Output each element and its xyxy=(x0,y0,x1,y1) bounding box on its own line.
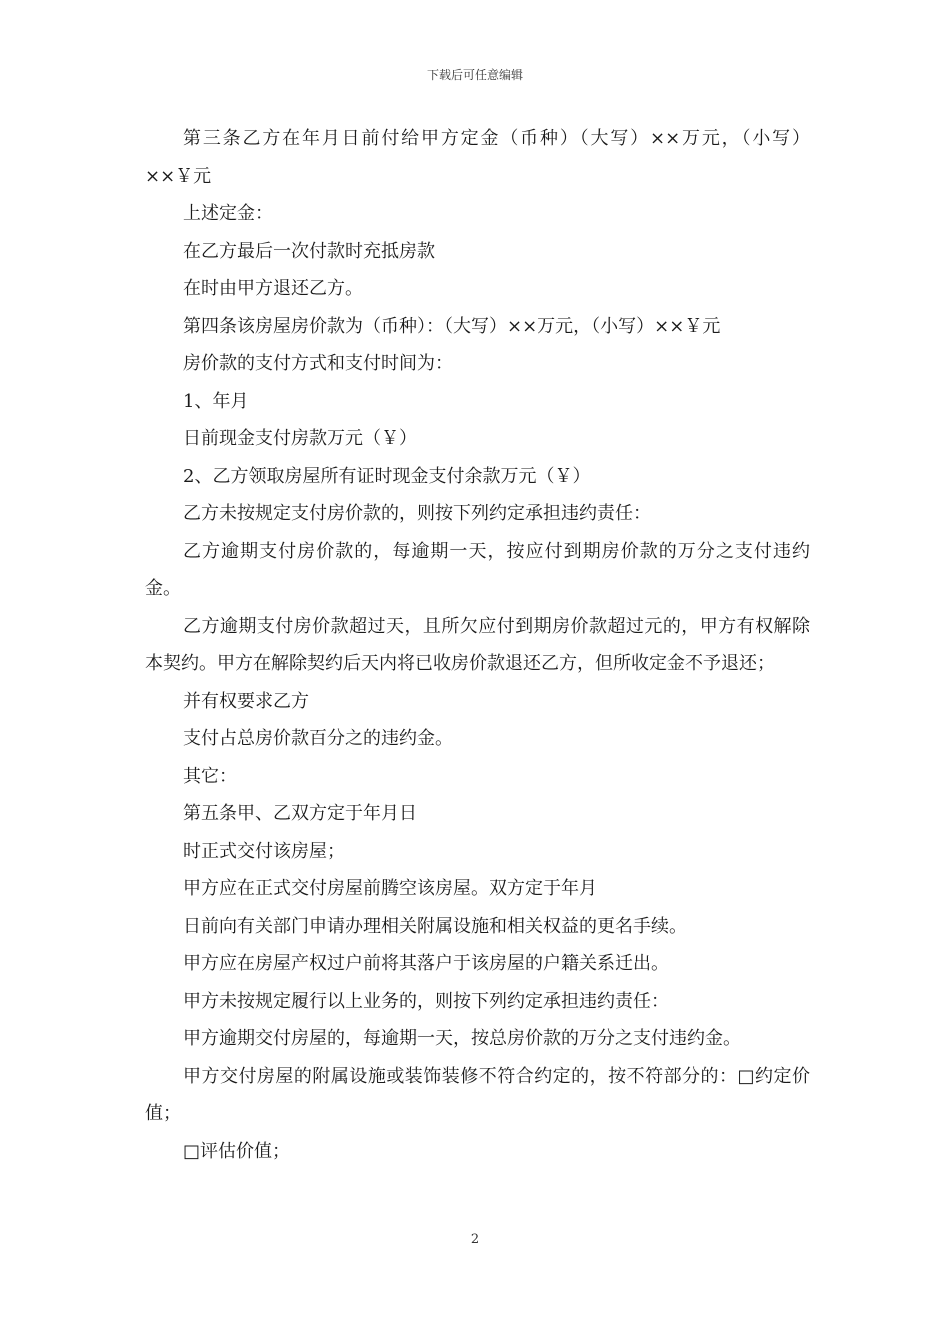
paragraph-deposit-clause: 第三条乙方在年月日前付给甲方定金（币种）（大写）××万元，（小写）××￥元 xyxy=(145,128,810,187)
page-number: 2 xyxy=(470,1232,480,1247)
paragraph: 乙方逾期支付房价款的，每逾期一天，按应付到期房价款的万分之支付违约金。 xyxy=(145,540,810,599)
paragraph: 甲方逾期交付房屋的，每逾期一天，按总房价款的万分之支付违约金。 xyxy=(183,1028,741,1049)
paragraph: 甲方应在房屋产权过户前将其落户于该房屋的户籍关系迁出。 xyxy=(183,953,669,974)
paragraph: 支付占总房价款百分之的违约金。 xyxy=(183,728,453,749)
paragraph: 并有权要求乙方 xyxy=(183,690,309,712)
paragraph: 其它： xyxy=(183,765,237,787)
paragraph-price-clause: 第四条该房屋房价款为（币种）：（大写）××万元，（小写）××￥元 xyxy=(183,315,721,337)
page-header: 下载后可任意编辑 xyxy=(426,68,523,82)
paragraph: 乙方逾期支付房价款超过天，且所欠应付到期房价款超过元的，甲方有权解除本契约。甲方在解除契约后天内将已收房价款退还乙方，但所收定金不予退还； xyxy=(145,615,810,674)
paragraph-delivery-clause: 第五条甲、乙双方定于年月日 xyxy=(183,803,417,824)
paragraph: 乙方未按规定支付房价款的，则按下列约定承担违约责任： xyxy=(183,503,651,524)
paragraph: 在乙方最后一次付款时充抵房款 xyxy=(183,240,435,262)
paragraph: 日前向有关部门申请办理相关附属设施和相关权益的更名手续。 xyxy=(183,915,687,937)
paragraph: 甲方未按规定履行以上业务的，则按下列约定承担违约责任： xyxy=(183,990,669,1012)
paragraph: 1、年月 xyxy=(183,390,249,412)
paragraph: 甲方交付房屋的附属设施或装饰装修不符合约定的，按不符部分的：□约定价值； xyxy=(145,1065,810,1124)
document-body xyxy=(145,120,810,1170)
paragraph: 上述定金： xyxy=(183,203,273,224)
paragraph: □评估价值； xyxy=(183,1140,291,1162)
paragraph: 在时由甲方退还乙方。 xyxy=(183,278,363,299)
paragraph: 房价款的支付方式和支付时间为： xyxy=(183,353,453,374)
paragraph: 甲方应在正式交付房屋前腾空该房屋。双方定于年月 xyxy=(183,878,597,899)
paragraph: 时正式交付该房屋； xyxy=(183,840,345,862)
paragraph: 2、乙方领取房屋所有证时现金支付余款万元（￥） xyxy=(183,465,591,487)
paragraph: 日前现金支付房款万元（￥） xyxy=(183,428,417,449)
